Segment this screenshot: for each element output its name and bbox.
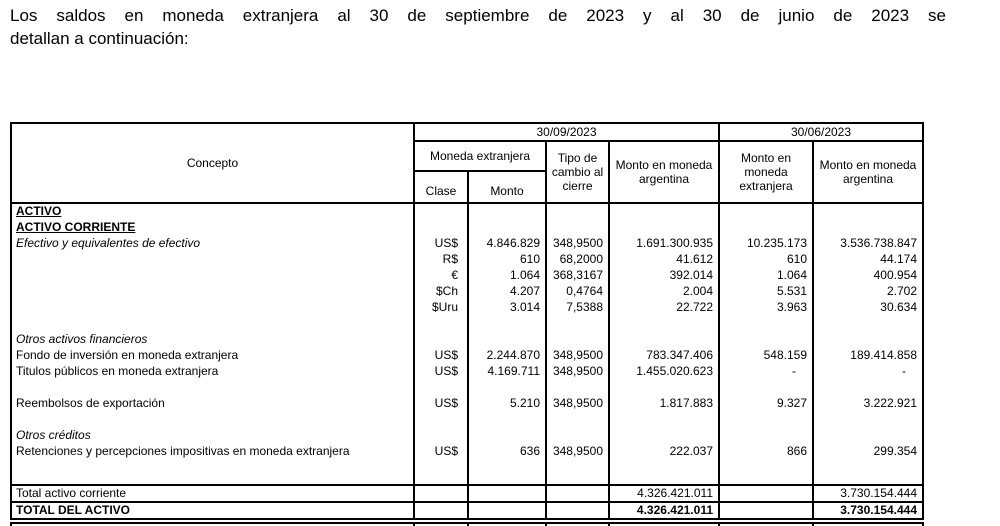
- table-row: [11, 427, 923, 443]
- table-row: [11, 521, 923, 526]
- monto-arg-sep-cell: 1.691.300.935: [609, 235, 719, 251]
- clase-cell: [414, 502, 468, 521]
- monto-cell: 4.207: [468, 283, 546, 299]
- header-moneda-extranjera: Moneda extranjera: [414, 141, 546, 171]
- tipo-cambio-cell: [546, 411, 609, 427]
- monto-arg-jun-cell: 3.730.154.444: [813, 502, 923, 521]
- monto-extr-jun-cell: [719, 427, 813, 443]
- clase-cell: [414, 459, 468, 485]
- monto-extr-jun-cell: [719, 459, 813, 485]
- monto-cell: 3.014: [468, 299, 546, 315]
- concepto-cell: Total activo corriente: [11, 485, 414, 502]
- header-tipo-cambio: Tipo de cambio al cierre: [546, 141, 609, 203]
- table-row: [11, 219, 923, 235]
- intro-line-2: detallan a continuación:: [10, 29, 189, 48]
- tipo-cambio-cell: 368,3167: [546, 267, 609, 283]
- fx-balances-table: [10, 122, 924, 526]
- monto-extr-jun-cell: 9.327: [719, 395, 813, 411]
- monto-arg-jun-cell: [813, 379, 923, 395]
- tipo-cambio-cell: 348,9500: [546, 235, 609, 251]
- table-row: [11, 267, 923, 283]
- clase-cell: [414, 379, 468, 395]
- clase-cell: [414, 521, 468, 526]
- monto-arg-sep-cell: 4.326.421.011: [609, 485, 719, 502]
- monto-extr-jun-cell: [719, 219, 813, 235]
- header-concepto: Concepto: [11, 123, 414, 203]
- monto-extr-jun-cell: [719, 331, 813, 347]
- tipo-cambio-cell: 348,9500: [546, 443, 609, 459]
- monto-cell: 610: [468, 251, 546, 267]
- header-monto-argentina-sep: Monto en moneda argentina: [609, 141, 719, 203]
- concepto-cell: [11, 459, 414, 485]
- monto-arg-sep-cell: [609, 521, 719, 526]
- clase-cell: [414, 331, 468, 347]
- monto-extr-jun-cell: 3.963: [719, 299, 813, 315]
- concepto-cell: Otros activos financieros: [11, 331, 414, 347]
- tipo-cambio-cell: [546, 203, 609, 219]
- header-monto: Monto: [468, 171, 546, 203]
- monto-cell: [468, 331, 546, 347]
- table-header: [11, 123, 923, 203]
- monto-extr-jun-cell: [719, 411, 813, 427]
- concepto-cell: Titulos públicos en moneda extranjera: [11, 363, 414, 379]
- monto-extr-jun-cell: 610: [719, 251, 813, 267]
- tipo-cambio-cell: 348,9500: [546, 347, 609, 363]
- header-monto-argentina-jun: Monto en moneda argentina: [813, 141, 923, 203]
- monto-arg-sep-cell: 41.612: [609, 251, 719, 267]
- table-row: [11, 411, 923, 427]
- concepto-cell: [11, 267, 414, 283]
- concepto-cell: [11, 251, 414, 267]
- monto-cell: [468, 427, 546, 443]
- clase-cell: US$: [414, 443, 468, 459]
- monto-cell: 5.210: [468, 395, 546, 411]
- header-clase: Clase: [414, 171, 468, 203]
- monto-extr-jun-cell: [719, 521, 813, 526]
- monto-cell: 4.846.829: [468, 235, 546, 251]
- monto-arg-sep-cell: [609, 379, 719, 395]
- monto-arg-jun-cell: [813, 427, 923, 443]
- tipo-cambio-cell: [546, 459, 609, 485]
- monto-cell: [468, 315, 546, 331]
- monto-arg-sep-cell: 22.722: [609, 299, 719, 315]
- tipo-cambio-cell: 7,5388: [546, 299, 609, 315]
- monto-extr-jun-cell: -: [719, 363, 813, 379]
- table-row: [11, 203, 923, 219]
- clase-cell: [414, 485, 468, 502]
- tipo-cambio-cell: [546, 331, 609, 347]
- concepto-cell: Retenciones y percepciones impositivas en moneda extranjera: [11, 443, 414, 459]
- monto-cell: [468, 411, 546, 427]
- tipo-cambio-cell: [546, 521, 609, 526]
- table-body: [11, 203, 923, 526]
- concepto-cell: [11, 299, 414, 315]
- tipo-cambio-cell: 348,9500: [546, 395, 609, 411]
- monto-arg-sep-cell: 2.004: [609, 283, 719, 299]
- table-row: [11, 395, 923, 411]
- monto-cell: 2.244.870: [468, 347, 546, 363]
- concepto-cell: [11, 315, 414, 331]
- monto-arg-sep-cell: [609, 219, 719, 235]
- monto-extr-jun-cell: 10.235.173: [719, 235, 813, 251]
- table-row: [11, 363, 923, 379]
- monto-extr-jun-cell: [719, 203, 813, 219]
- monto-cell: [468, 219, 546, 235]
- monto-extr-jun-cell: 5.531: [719, 283, 813, 299]
- tipo-cambio-cell: [546, 315, 609, 331]
- monto-arg-sep-cell: 783.347.406: [609, 347, 719, 363]
- tipo-cambio-cell: [546, 427, 609, 443]
- clase-cell: R$: [414, 251, 468, 267]
- monto-arg-jun-cell: 299.354: [813, 443, 923, 459]
- concepto-cell: [11, 283, 414, 299]
- monto-arg-jun-cell: -: [813, 363, 923, 379]
- intro-line-1: Los saldos en moneda extranjera al 30 de septiembre de 2023 y al 30 de junio de 2023 se: [10, 6, 946, 25]
- concepto-cell: ACTIVO CORRIENTE: [11, 219, 414, 235]
- clase-cell: US$: [414, 395, 468, 411]
- monto-arg-jun-cell: 3.536.738.847: [813, 235, 923, 251]
- monto-cell: [468, 502, 546, 521]
- tipo-cambio-cell: 0,4764: [546, 283, 609, 299]
- concepto-cell: Fondo de inversión en moneda extranjera: [11, 347, 414, 363]
- monto-arg-jun-cell: 189.414.858: [813, 347, 923, 363]
- table-row: [11, 331, 923, 347]
- monto-cell: [468, 485, 546, 502]
- monto-arg-jun-cell: [813, 411, 923, 427]
- concepto-cell: Reembolsos de exportación: [11, 395, 414, 411]
- monto-cell: [468, 521, 546, 526]
- monto-arg-jun-cell: 3.222.921: [813, 395, 923, 411]
- concepto-cell: [11, 411, 414, 427]
- monto-arg-jun-cell: 3.730.154.444: [813, 485, 923, 502]
- monto-extr-jun-cell: [719, 379, 813, 395]
- clase-cell: [414, 411, 468, 427]
- monto-extr-jun-cell: [719, 485, 813, 502]
- clase-cell: $Uru: [414, 299, 468, 315]
- tipo-cambio-cell: 348,9500: [546, 363, 609, 379]
- monto-extr-jun-cell: [719, 315, 813, 331]
- concepto-cell: Efectivo y equivalentes de efectivo: [11, 235, 414, 251]
- monto-cell: 1.064: [468, 267, 546, 283]
- tipo-cambio-cell: 68,2000: [546, 251, 609, 267]
- monto-extr-jun-cell: 548.159: [719, 347, 813, 363]
- monto-arg-sep-cell: [609, 315, 719, 331]
- table-row: [11, 485, 923, 502]
- monto-arg-jun-cell: 44.174: [813, 251, 923, 267]
- monto-cell: [468, 203, 546, 219]
- monto-arg-sep-cell: [609, 331, 719, 347]
- table-row: [11, 283, 923, 299]
- monto-extr-jun-cell: 866: [719, 443, 813, 459]
- clase-cell: €: [414, 267, 468, 283]
- monto-arg-jun-cell: 30.634: [813, 299, 923, 315]
- clase-cell: [414, 219, 468, 235]
- monto-arg-jun-cell: 400.954: [813, 267, 923, 283]
- table-row: [11, 459, 923, 485]
- monto-arg-sep-cell: 1.455.020.623: [609, 363, 719, 379]
- clase-cell: $Ch: [414, 283, 468, 299]
- tipo-cambio-cell: [546, 502, 609, 521]
- tipo-cambio-cell: [546, 379, 609, 395]
- tipo-cambio-cell: [546, 219, 609, 235]
- monto-cell: [468, 379, 546, 395]
- concepto-cell: TOTAL DEL ACTIVO: [11, 502, 414, 521]
- concepto-cell: [11, 521, 414, 526]
- clase-cell: US$: [414, 363, 468, 379]
- table-row: [11, 347, 923, 363]
- header-date-june: 30/06/2023: [719, 123, 923, 141]
- monto-arg-jun-cell: [813, 315, 923, 331]
- table-row: [11, 379, 923, 395]
- monto-extr-jun-cell: 1.064: [719, 267, 813, 283]
- clase-cell: [414, 315, 468, 331]
- monto-arg-sep-cell: [609, 411, 719, 427]
- table-row: [11, 502, 923, 521]
- monto-arg-sep-cell: 392.014: [609, 267, 719, 283]
- header-monto-extranjera-jun: Monto en moneda extranjera: [719, 141, 813, 203]
- tipo-cambio-cell: [546, 485, 609, 502]
- monto-arg-jun-cell: [813, 521, 923, 526]
- monto-arg-jun-cell: [813, 219, 923, 235]
- monto-arg-jun-cell: 2.702: [813, 283, 923, 299]
- monto-arg-sep-cell: [609, 459, 719, 485]
- monto-cell: 636: [468, 443, 546, 459]
- table-row: [11, 251, 923, 267]
- monto-extr-jun-cell: [719, 502, 813, 521]
- monto-arg-jun-cell: [813, 203, 923, 219]
- monto-arg-sep-cell: 222.037: [609, 443, 719, 459]
- clase-cell: [414, 427, 468, 443]
- monto-cell: 4.169.711: [468, 363, 546, 379]
- monto-cell: [468, 459, 546, 485]
- table-row: [11, 443, 923, 459]
- monto-arg-sep-cell: [609, 203, 719, 219]
- clase-cell: US$: [414, 347, 468, 363]
- monto-arg-sep-cell: 4.326.421.011: [609, 502, 719, 521]
- intro-paragraph: [10, 4, 946, 50]
- table-row: [11, 315, 923, 331]
- table-row: [11, 299, 923, 315]
- monto-arg-sep-cell: 1.817.883: [609, 395, 719, 411]
- header-date-september: 30/09/2023: [414, 123, 719, 141]
- clase-cell: US$: [414, 235, 468, 251]
- monto-arg-sep-cell: [609, 427, 719, 443]
- concepto-cell: Otros créditos: [11, 427, 414, 443]
- table-row: [11, 235, 923, 251]
- clase-cell: [414, 203, 468, 219]
- monto-arg-jun-cell: [813, 331, 923, 347]
- monto-arg-jun-cell: [813, 459, 923, 485]
- concepto-cell: ACTIVO: [11, 203, 414, 219]
- concepto-cell: [11, 379, 414, 395]
